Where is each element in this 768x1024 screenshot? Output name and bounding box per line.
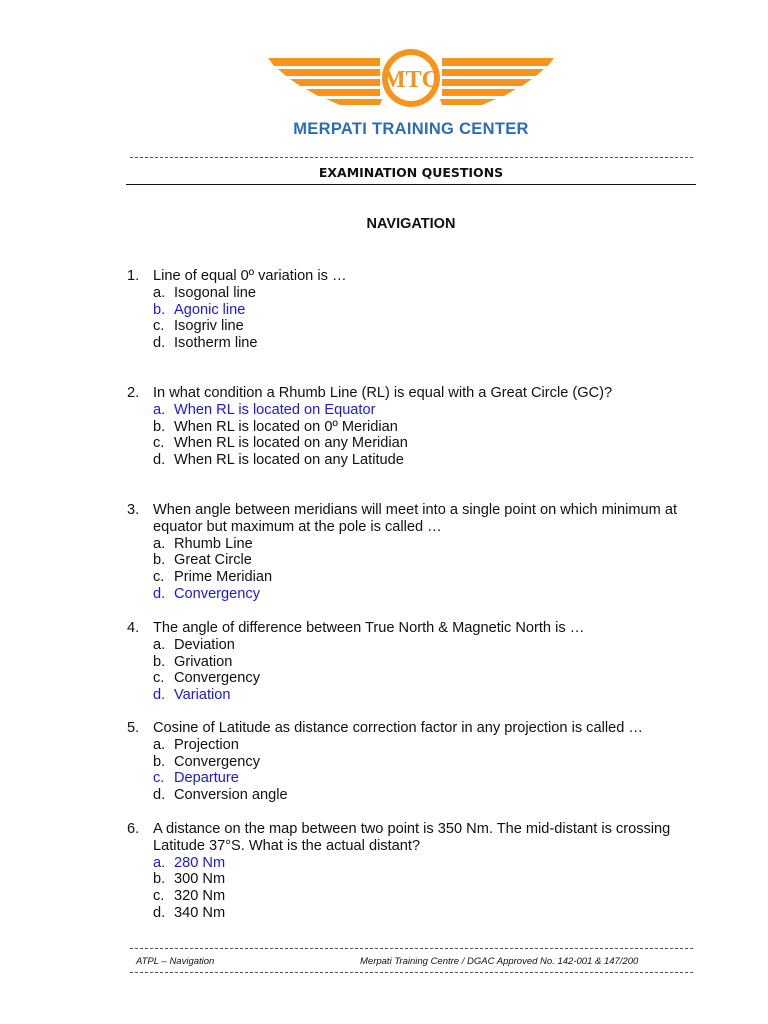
answer-option	[153, 285, 707, 302]
question-2	[127, 385, 707, 469]
option-letter: b.	[153, 418, 166, 435]
option-letter: b.	[153, 653, 166, 670]
question-5	[127, 720, 707, 804]
answer-option	[153, 402, 707, 419]
option-letter: c.	[153, 318, 165, 335]
option-letter: c.	[153, 670, 165, 687]
answer-option	[153, 318, 707, 335]
question-number: 1.	[127, 268, 140, 284]
question-text: In what condition a Rhumb Line (RL) is equal with a Great Circle (GC)?	[153, 385, 613, 401]
answer-option	[153, 637, 707, 654]
answer-option	[153, 335, 707, 352]
answer-option	[153, 536, 707, 553]
answer-option	[153, 586, 707, 603]
answer-option	[153, 552, 707, 569]
option-text: 340 Nm	[174, 904, 226, 921]
brand-name: MERPATI TRAINING CENTER	[293, 120, 529, 138]
question-6	[127, 821, 707, 922]
answer-option	[153, 435, 707, 452]
option-letter: d.	[153, 452, 166, 469]
footer-course: ATPL – Navigation	[136, 956, 215, 967]
option-text: Convergency	[174, 585, 260, 602]
answer-option	[153, 670, 707, 687]
option-text: Conversion angle	[174, 787, 288, 804]
option-letter: c.	[153, 770, 165, 787]
question-number: 3.	[127, 502, 140, 518]
option-text: Projection	[174, 736, 239, 753]
option-letter: a.	[153, 401, 166, 418]
answer-option	[153, 871, 707, 888]
answer-option	[153, 905, 707, 922]
question-number: 5.	[127, 720, 140, 736]
question-text: A distance on the map between two point is 350 Nm. The mid-distant is crossing Latitude 37°S. What is the actual distant?	[153, 821, 671, 854]
section-title: NAVIGATION	[366, 216, 456, 232]
answer-option	[153, 687, 707, 704]
question-1	[127, 268, 707, 352]
option-text: Convergency	[174, 753, 260, 770]
option-letter: a.	[153, 535, 166, 552]
option-text: 320 Nm	[174, 888, 226, 905]
option-text: Variation	[174, 687, 231, 704]
answer-options	[127, 402, 707, 469]
answer-option	[153, 419, 707, 436]
question-3	[127, 502, 707, 603]
answer-options	[127, 737, 707, 804]
answer-options	[127, 637, 707, 704]
option-letter: c.	[153, 888, 165, 905]
option-text: Grivation	[174, 653, 233, 670]
option-letter: b.	[153, 871, 166, 888]
option-text: 280 Nm	[174, 854, 226, 871]
option-letter: b.	[153, 753, 166, 770]
answer-option	[153, 770, 707, 787]
option-text: When RL is located on 0º Meridian	[174, 418, 398, 435]
top-divider	[130, 157, 693, 158]
answer-option	[153, 302, 707, 319]
question-text: Cosine of Latitude as distance correction factor in any projection is called …	[153, 720, 643, 736]
question-text: Line of equal 0º variation is …	[153, 268, 347, 284]
answer-option	[153, 855, 707, 872]
answer-option	[153, 754, 707, 771]
option-letter: d.	[153, 787, 166, 804]
option-letter: c.	[153, 569, 165, 586]
option-text: Departure	[174, 770, 239, 787]
logo-monogram: MTC	[383, 67, 439, 93]
option-letter: b.	[153, 301, 166, 318]
footer-approval: Merpati Training Centre / DGAC Approved No. 142-001 & 147/200	[360, 956, 639, 967]
answer-options	[127, 536, 707, 603]
option-text: Agonic line	[174, 301, 246, 318]
option-text: When RL is located on any Meridian	[174, 435, 408, 452]
exam-heading: EXAMINATION QUESTIONS	[318, 165, 504, 180]
question-text: When angle between meridians will meet into a single point on which minimum at equator but maximum at the pole is called …	[153, 502, 678, 535]
option-letter: d.	[153, 335, 166, 352]
option-letter: b.	[153, 552, 166, 569]
answer-option	[153, 888, 707, 905]
option-text: When RL is located on Equator	[174, 401, 376, 418]
option-letter: a.	[153, 854, 166, 871]
option-letter: a.	[153, 284, 166, 301]
answer-option	[153, 569, 707, 586]
option-letter: d.	[153, 687, 166, 704]
option-text: Prime Meridian	[174, 569, 273, 586]
footer-bottom-divider	[130, 972, 693, 973]
option-text: When RL is located on any Latitude	[174, 452, 404, 469]
question-number: 2.	[127, 385, 140, 401]
option-text: Great Circle	[174, 552, 252, 569]
answer-option	[153, 737, 707, 754]
answer-options	[127, 285, 707, 352]
option-text: Isogonal line	[174, 284, 256, 301]
mtc-logo	[268, 44, 554, 140]
option-letter: c.	[153, 435, 165, 452]
option-letter: d.	[153, 585, 166, 602]
option-text: Isogriv line	[174, 318, 244, 335]
option-text: Convergency	[174, 670, 260, 687]
footer-top-divider	[130, 948, 693, 949]
option-text: Deviation	[174, 636, 235, 653]
question-text: The angle of difference between True North & Magnetic North is …	[153, 620, 585, 636]
heading-underline	[126, 184, 696, 185]
option-letter: a.	[153, 636, 166, 653]
winged-emblem-icon	[268, 44, 554, 120]
option-text: Isotherm line	[174, 335, 258, 352]
answer-option	[153, 654, 707, 671]
option-text: 300 Nm	[174, 871, 226, 888]
question-4	[127, 620, 707, 704]
question-number: 4.	[127, 620, 140, 636]
option-letter: a.	[153, 736, 166, 753]
answer-option	[153, 787, 707, 804]
option-text: Rhumb Line	[174, 535, 253, 552]
answer-options	[127, 855, 707, 922]
option-letter: d.	[153, 904, 166, 921]
answer-option	[153, 452, 707, 469]
question-number: 6.	[127, 821, 140, 837]
